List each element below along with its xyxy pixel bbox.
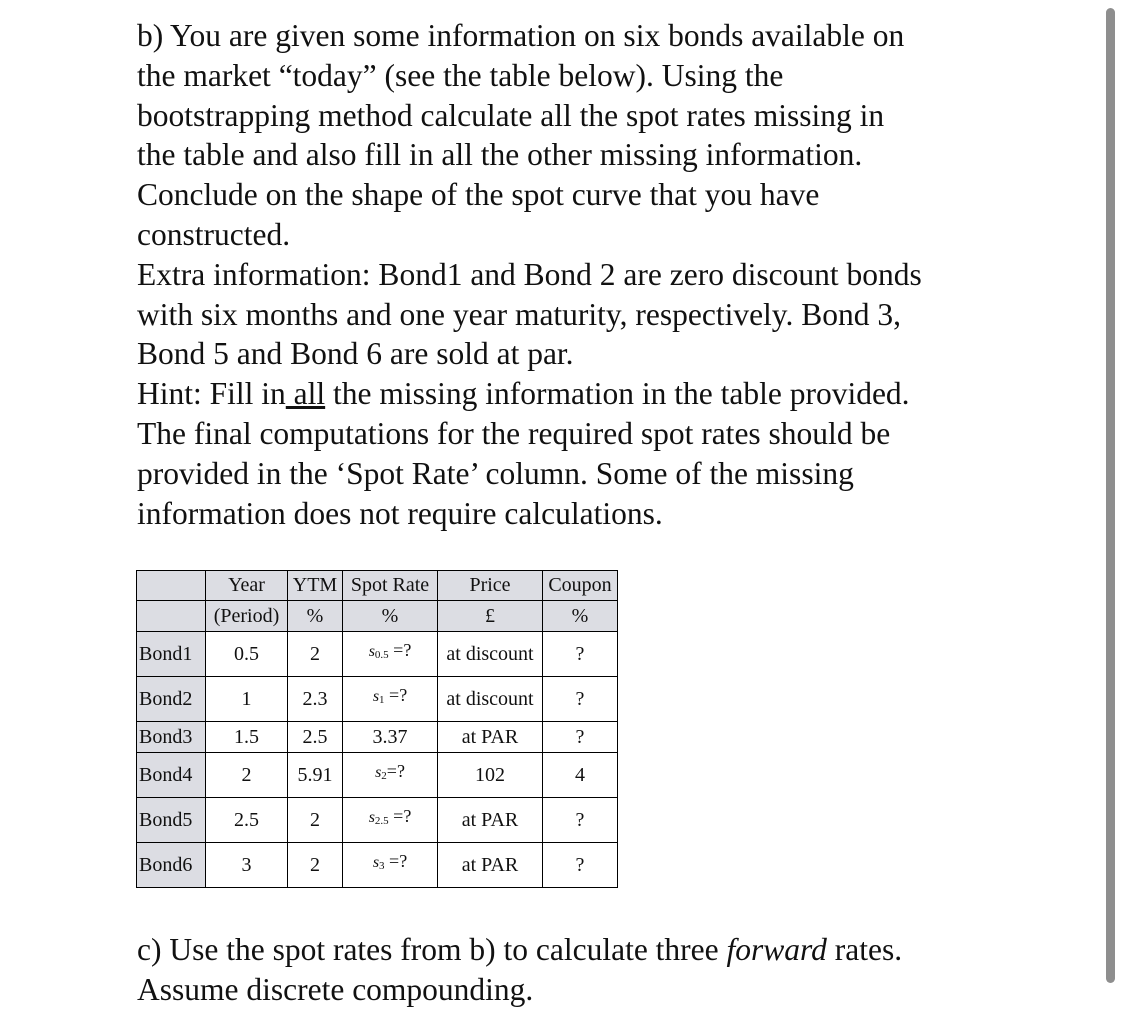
coupon-cell: ? bbox=[543, 722, 618, 753]
table-row bbox=[137, 843, 618, 888]
header-cell-spot-rate: Spot Rate bbox=[343, 571, 438, 601]
part-c-prefix: c) Use the spot rates from b) to calculate three bbox=[137, 932, 727, 967]
spot-rate-expression: $s_1$ =? bbox=[372, 684, 408, 706]
price-cell: at PAR bbox=[438, 843, 543, 888]
text-line: Extra information: Bond1 and Bond 2 are zero discount bonds bbox=[137, 256, 922, 292]
part-c-italic-word: forward bbox=[726, 932, 827, 967]
question-part-b bbox=[137, 16, 1017, 533]
part-c-first-line bbox=[137, 930, 1017, 970]
bond-label: Bond2 bbox=[137, 677, 206, 722]
text-line: The final computations for the required spot rates should be bbox=[137, 415, 891, 451]
vertical-scrollbar[interactable] bbox=[1106, 8, 1115, 983]
ytm-cell: 2 bbox=[288, 843, 343, 888]
year-cell: 3 bbox=[206, 843, 288, 888]
text-line: information does not require calculations. bbox=[137, 495, 663, 531]
spot-rate-cell bbox=[343, 677, 438, 722]
year-cell: 2 bbox=[206, 753, 288, 798]
table-row bbox=[137, 677, 618, 722]
ytm-cell: 2 bbox=[288, 632, 343, 677]
bond-label: Bond6 bbox=[137, 843, 206, 888]
header-cell-period: (Period) bbox=[206, 601, 288, 632]
header-cell-price: Price bbox=[438, 571, 543, 601]
spot-rate-cell bbox=[343, 632, 438, 677]
coupon-cell: ? bbox=[543, 677, 618, 722]
bond-label: Bond3 bbox=[137, 722, 206, 753]
spot-rate-cell bbox=[343, 753, 438, 798]
hint-suffix: the missing information in the table provided. bbox=[325, 376, 910, 412]
header-cell-ytm: YTM bbox=[288, 571, 343, 601]
header-cell-coupon-unit: % bbox=[543, 601, 618, 632]
hint-paragraph bbox=[137, 374, 1017, 533]
ytm-cell: 2.5 bbox=[288, 722, 343, 753]
text-line: Bond 5 and Bond 6 are sold at par. bbox=[137, 336, 574, 372]
spot-rate-expression: $s_{2.5}$ =? bbox=[368, 805, 412, 827]
spot-rate-cell bbox=[343, 798, 438, 843]
coupon-cell: 4 bbox=[543, 753, 618, 798]
text-line: Assume discrete compounding. bbox=[137, 971, 534, 1007]
text-line: constructed. bbox=[137, 216, 291, 252]
text-line: the table and also fill in all the other missing information. bbox=[137, 137, 863, 173]
price-cell: 102 bbox=[438, 753, 543, 798]
hint-underlined-word: all bbox=[285, 376, 326, 412]
part-c-suffix: rates. bbox=[826, 932, 903, 967]
question-paragraph bbox=[137, 16, 1017, 255]
text-line: the market “today” (see the table below). Using the bbox=[137, 57, 784, 93]
hint-first-line bbox=[137, 374, 1017, 414]
text-line: b) You are given some information on six bonds available on bbox=[137, 18, 905, 53]
bond-label: Bond1 bbox=[137, 632, 206, 677]
coupon-cell: ? bbox=[543, 632, 618, 677]
header-cell-spot-unit: % bbox=[343, 601, 438, 632]
table-row bbox=[137, 798, 618, 843]
year-cell: 0.5 bbox=[206, 632, 288, 677]
coupon-cell: ? bbox=[543, 798, 618, 843]
text-line: bootstrapping method calculate all the spot rates missing in bbox=[137, 97, 885, 133]
ytm-cell: 5.91 bbox=[288, 753, 343, 798]
price-cell: at discount bbox=[438, 632, 543, 677]
spot-rate-expression: $s_{0.5}$ =? bbox=[368, 639, 412, 661]
bond-table bbox=[136, 570, 618, 888]
question-paragraph bbox=[137, 930, 1017, 1010]
spot-rate-cell: 3.37 bbox=[343, 722, 438, 753]
table-row bbox=[137, 753, 618, 798]
header-cell-coupon: Coupon bbox=[543, 571, 618, 601]
header-cell-ytm-unit: % bbox=[288, 601, 343, 632]
price-cell: at discount bbox=[438, 677, 543, 722]
header-cell-blank bbox=[137, 601, 206, 632]
header-cell-blank bbox=[137, 571, 206, 601]
price-cell: at PAR bbox=[438, 722, 543, 753]
spot-rate-expression: $s_2=$? bbox=[375, 760, 405, 782]
year-cell: 1 bbox=[206, 677, 288, 722]
extra-information-paragraph bbox=[137, 255, 1017, 374]
question-part-c bbox=[137, 930, 1017, 1010]
year-cell: 2.5 bbox=[206, 798, 288, 843]
table-row bbox=[137, 632, 618, 677]
text-line: with six months and one year maturity, respectively. Bond 3, bbox=[137, 296, 902, 332]
price-cell: at PAR bbox=[438, 798, 543, 843]
ytm-cell: 2.3 bbox=[288, 677, 343, 722]
bond-label: Bond4 bbox=[137, 753, 206, 798]
hint-prefix: Hint: Fill in bbox=[137, 376, 286, 412]
spot-rate-expression: $s_3$ =? bbox=[372, 850, 408, 872]
header-cell-price-unit: £ bbox=[438, 601, 543, 632]
text-line: Conclude on the shape of the spot curve that you have bbox=[137, 177, 820, 213]
spot-rate-cell bbox=[343, 843, 438, 888]
coupon-cell: ? bbox=[543, 843, 618, 888]
table-row bbox=[137, 722, 618, 753]
text-line: provided in the ‘Spot Rate’ column. Some of the missing bbox=[137, 455, 854, 491]
table-header-row bbox=[137, 571, 618, 601]
header-cell-year: Year bbox=[206, 571, 288, 601]
bond-label: Bond5 bbox=[137, 798, 206, 843]
year-cell: 1.5 bbox=[206, 722, 288, 753]
ytm-cell: 2 bbox=[288, 798, 343, 843]
table-header-row bbox=[137, 601, 618, 632]
